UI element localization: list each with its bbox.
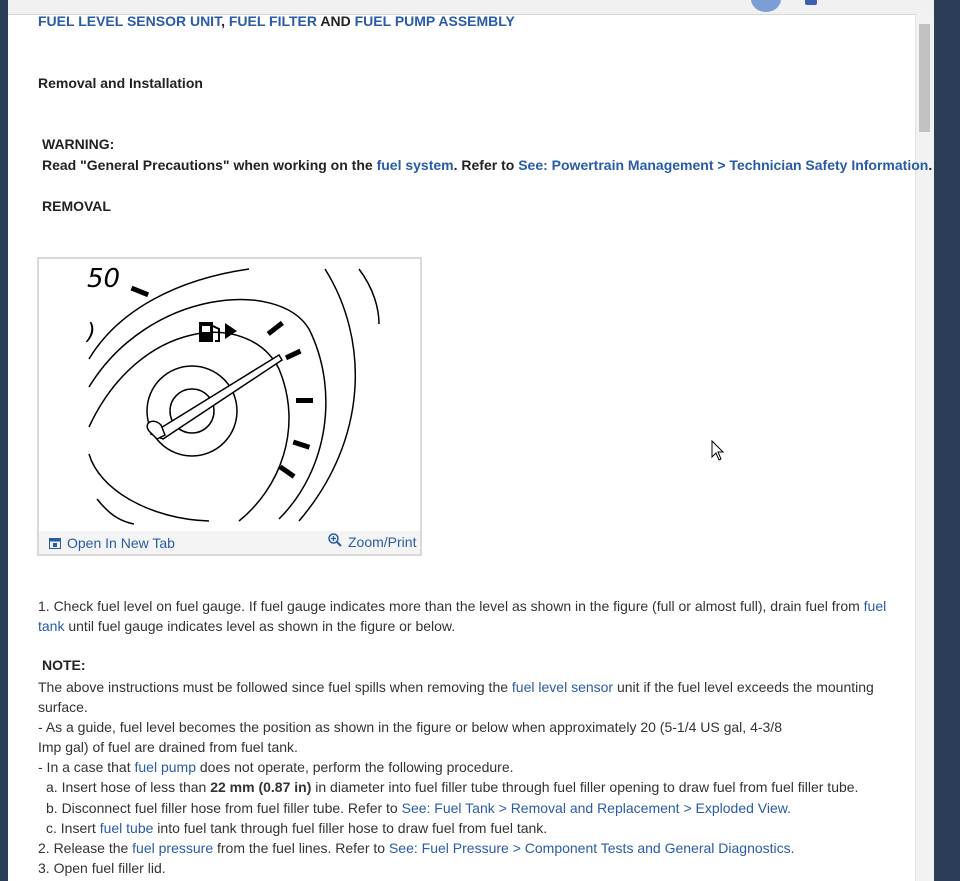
step-1: 1. Check fuel level on fuel gauge. If fuel gauge indicates more than the level as shown in the figure (full or almost full), drain fuel from fuel tank until fuel gauge indicates level as shown in the figure or below. (38, 598, 887, 634)
fuel-level-sensor-link[interactable]: fuel level sensor (511, 679, 614, 695)
mouse-cursor-icon (711, 440, 725, 462)
note-text: The above instructions must be followed since fuel spills when removing the fuel level sensor unit if the fuel level exceeds the mounting surface. (38, 679, 874, 715)
fuel-tank-link[interactable]: fuel tank (38, 598, 887, 634)
title-link-fuel-level-sensor[interactable]: FUEL LEVEL SENSOR UNIT (38, 13, 222, 29)
warning-title: WARNING: (42, 136, 115, 152)
pump-line: - In a case that fuel pump does not operate, perform the following procedure. (38, 759, 514, 775)
zoom-icon (328, 533, 342, 547)
safety-info-link[interactable]: See: Powertrain Management > Technician Safety Information (518, 157, 929, 173)
add-page-icon[interactable] (805, 0, 817, 5)
svg-text:): ) (87, 320, 96, 345)
substep-c: c. Insert fuel tube into fuel tank through fuel filler hose to draw fuel from fuel tank. (46, 820, 548, 836)
note-title: NOTE: (42, 657, 86, 673)
step-3: 3. Open fuel filler lid. (38, 860, 166, 876)
fuel-tube-link[interactable]: fuel tube (99, 820, 154, 836)
browser-window (8, 0, 934, 881)
page-title: FUEL LEVEL SENSOR UNIT, FUEL FILTER AND FUEL PUMP ASSEMBLY (38, 13, 515, 29)
step-2: 2. Release the fuel pressure from the fuel lines. Refer to See: Fuel Pressure > Component Tests and General Diagnostics. (38, 840, 795, 856)
title-link-fuel-pump[interactable]: FUEL PUMP ASSEMBLY (354, 13, 515, 29)
fuel-pump-link[interactable]: fuel pump (134, 759, 196, 775)
warning-text: Read "General Precautions" when working on the fuel system. Refer to See: Powertrain Management > Technician Safety Information. (42, 157, 933, 173)
guide-line-1: - As a guide, fuel level becomes the position as shown in the figure or below when approximately 20 (5-1/4 US gal, 4-3/8 (38, 719, 782, 735)
figure-footer (39, 531, 420, 554)
avatar[interactable] (751, 0, 781, 12)
scrollbar-thumb[interactable] (919, 24, 930, 132)
fuel-pressure-diagnostics-link[interactable]: See: Fuel Pressure > Component Tests and General Diagnostics. (388, 840, 795, 856)
vertical-scrollbar[interactable] (915, 14, 934, 881)
open-new-tab-icon (49, 538, 61, 549)
fuel-pressure-link[interactable]: fuel pressure (132, 840, 214, 856)
substep-b: b. Disconnect fuel filler hose from fuel filler tube. Refer to See: Fuel Tank > Removal and Replacement > Exploded View. (46, 800, 791, 816)
fuel-gauge-figure (37, 257, 422, 556)
substep-a: a. Insert hose of less than 22 mm (0.87 in) in diameter into fuel filler tube through fuel filler opening to draw fuel from fuel filler tube. (46, 779, 859, 795)
fuel-gauge-illustration[interactable] (39, 259, 420, 529)
fuel-pump-icon (199, 322, 237, 342)
fuel-tank-exploded-view-link[interactable]: See: Fuel Tank > Removal and Replacement > Exploded View. (401, 800, 791, 816)
open-new-tab-button[interactable]: Open In New Tab (49, 535, 175, 551)
gauge-number: 50 (87, 264, 121, 294)
section-title: Removal and Installation (38, 75, 203, 91)
fuel-system-link[interactable]: fuel system (376, 157, 454, 173)
title-link-fuel-filter[interactable]: FUEL FILTER (228, 13, 318, 29)
guide-line-2: Imp gal) of fuel are drained from fuel tank. (38, 739, 298, 755)
zoom-print-button[interactable]: Zoom/Print (328, 532, 416, 548)
removal-heading: REMOVAL (42, 198, 111, 214)
